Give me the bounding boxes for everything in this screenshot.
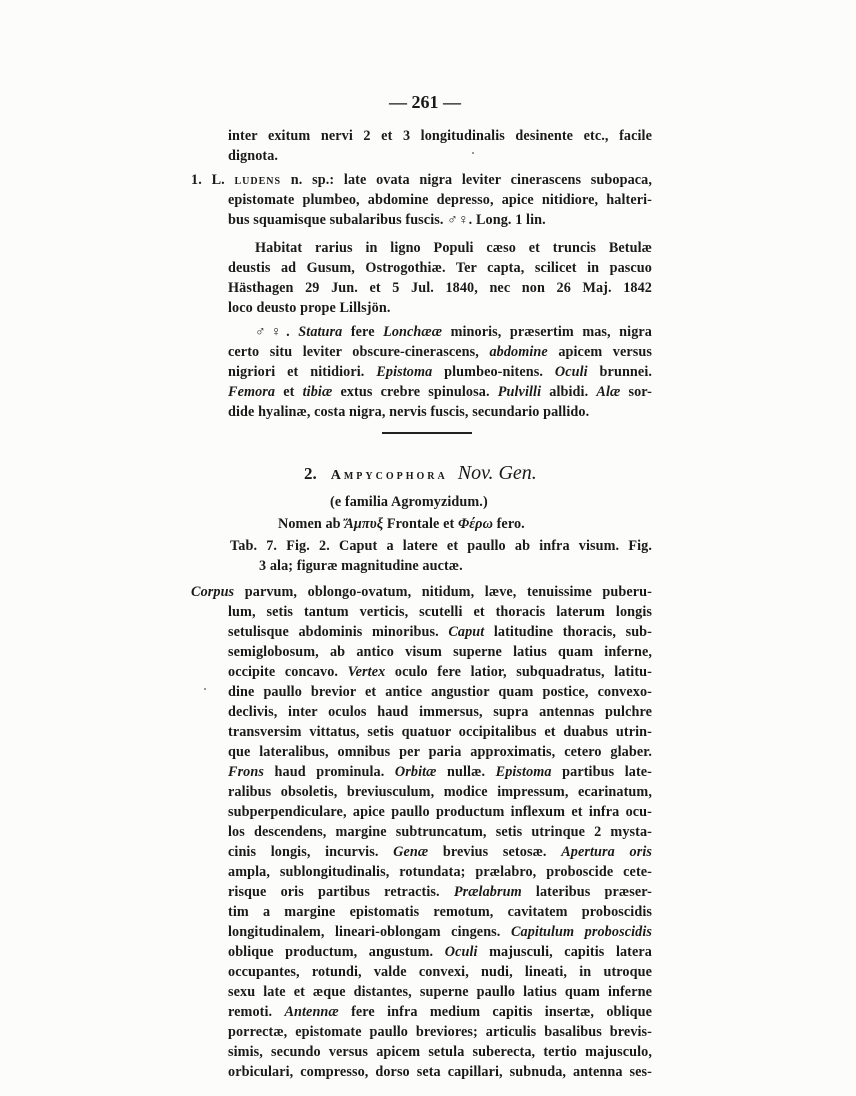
text-line: inter exitum nervi 2 et 3 longitudinalis desinente etc., facile <box>228 128 652 144</box>
corpus-line: que lateralibus, omnibus per paria approximatis, cetero glaber. <box>228 744 652 760</box>
scan-speck <box>472 152 474 154</box>
corpus-line: subperpendiculare, apice paullo productum inflexum et infra ocu- <box>228 804 652 820</box>
text-line: bus squamisque subalaribus fuscis. ♂♀. Long. 1 lin. <box>228 212 546 228</box>
text-line: epistomate plumbeo, abdomine depresso, apice nitidiore, halteri- <box>228 192 652 208</box>
etymology-line: Nomen ab Ἄμπυξ Frontale et Φέρω fero. <box>278 516 525 532</box>
family-line: (e familia Agromyzidum.) <box>330 494 488 510</box>
description-line: dide hyalinæ, costa nigra, nervis fuscis, secundario pallido. <box>228 404 590 420</box>
corpus-line: occupantes, rotundi, valde convexi, nudi, lineati, in utroque <box>228 964 652 980</box>
corpus-line: ralibus obsoletis, breviusculum, modice impressum, ecarinatum, <box>228 784 652 800</box>
corpus-line: lum, setis tantum verticis, scutelli et thoracis laterum longis <box>228 604 652 620</box>
text-line: dignota. <box>228 148 279 164</box>
scan-speck <box>204 688 206 690</box>
corpus-line: remoti. Antennæ fere infra medium capitis insertæ, oblique <box>228 1004 652 1020</box>
sex-symbol: ♂♀. <box>255 324 290 340</box>
corpus-line: porrectæ, epistomate paullo breviores; articulis basalibus brevis- <box>228 1024 652 1040</box>
genus-nov: Nov. Gen. <box>457 462 537 484</box>
corpus-line: semiglobosum, ab antico visum superne latius quam inferne, <box>228 644 652 660</box>
description-line: certo situ leviter obscure-cinerascens, abdomine apicem versus <box>228 344 652 360</box>
corpus-line: occipite concavo. Vertex oculo fere latior, subquadratus, latitu- <box>228 664 652 680</box>
habitat-line: Hästhagen 29 Jun. et 5 Jul. 1840, nec non 26 Maj. 1842 <box>228 280 652 296</box>
corpus-line: Corpus parvum, oblongo-ovatum, nitidum, læve, tenuissime puberu- <box>191 584 652 600</box>
corpus-line: setulisque abdominis minoribus. Caput latitudine thoracis, sub- <box>228 624 653 640</box>
page-number: — 261 — <box>389 92 461 112</box>
habitat-line: deustis ad Gusum, Ostrogothiæ. Ter capta, scilicet in pascuo <box>228 260 652 276</box>
species-author: ludens <box>234 172 282 188</box>
genus-number: 2. <box>304 464 317 483</box>
corpus-line: transversim vittatus, setis quatuor occipitalibus et duabus utrin- <box>228 724 652 740</box>
greek-word: Ἄμπυξ <box>344 516 384 532</box>
corpus-line: longitudinalem, lineari-oblongam cingens. Capitulum proboscidis <box>228 924 652 940</box>
corpus-line: simis, secundo versus apicem setula suberecta, tertio majusculo, <box>228 1044 652 1060</box>
corpus-line: ampla, sublongitudinalis, rotundata; prælabro, proboscide cete- <box>228 864 652 880</box>
corpus-line: cinis longis, incurvis. Genæ brevius setosæ. Apertura oris <box>228 844 652 860</box>
plate-reference: Tab. 7. Fig. 2. Caput a latere et paullo ab infra visum. Fig. <box>230 538 652 554</box>
habitat-line: loco deusto prope Lillsjön. <box>228 300 391 316</box>
corpus-line: dine paullo brevior et antice angustior quam postice, convexo- <box>228 684 652 700</box>
species-number: 1. <box>191 172 202 188</box>
description-line: nigriori et nitidiori. Epistoma plumbeo-nitens. Oculi brunnei. <box>228 364 653 380</box>
habitat-line: Habitat rarius in ligno Populi cæso et truncis Betulæ <box>255 240 652 256</box>
genus-heading <box>304 462 537 485</box>
corpus-line: Frons haud prominula. Orbitæ nullæ. Epistoma partibus late- <box>228 764 652 780</box>
genus-name: Ampycophora <box>330 468 448 483</box>
section-divider <box>382 432 472 434</box>
corpus-line: orbiculari, compresso, dorso seta capillari, subnuda, antenna ses- <box>228 1064 652 1080</box>
corpus-line: declivis, inter oculos haud immersus, supra antennas pulchre <box>228 704 652 720</box>
corpus-line: los descendens, margine subtruncatum, setis utrinque 2 mysta- <box>228 824 652 840</box>
corpus-line: sexu late et æque distantes, superne paullo latius quam inferne <box>228 984 652 1000</box>
corpus-line: tim a margine epistomatis remotum, cavitatem proboscidis <box>228 904 652 920</box>
sex-symbol: ♂♀. <box>447 212 473 228</box>
greek-word: Φέρω <box>457 516 493 532</box>
corpus-line: oblique productum, angustum. Oculi majusculi, capitis latera <box>228 944 652 960</box>
corpus-line: risque oris partibus retractis. Prælabrum lateribus præser- <box>228 884 652 900</box>
description-line: ♂♀. Statura fere Lonchææ minoris, præsertim mas, nigra <box>255 324 652 340</box>
species-entry: 1. L. ludens n. sp.: late ovata nigra leviter cinerascens subopaca, <box>191 172 653 188</box>
plate-reference: 3 ala; figuræ magnitudine auctæ. <box>259 558 463 574</box>
description-line: Femora et tibiæ extus crebre spinulosa. Pulvilli albidi. Alæ sor- <box>228 384 652 400</box>
